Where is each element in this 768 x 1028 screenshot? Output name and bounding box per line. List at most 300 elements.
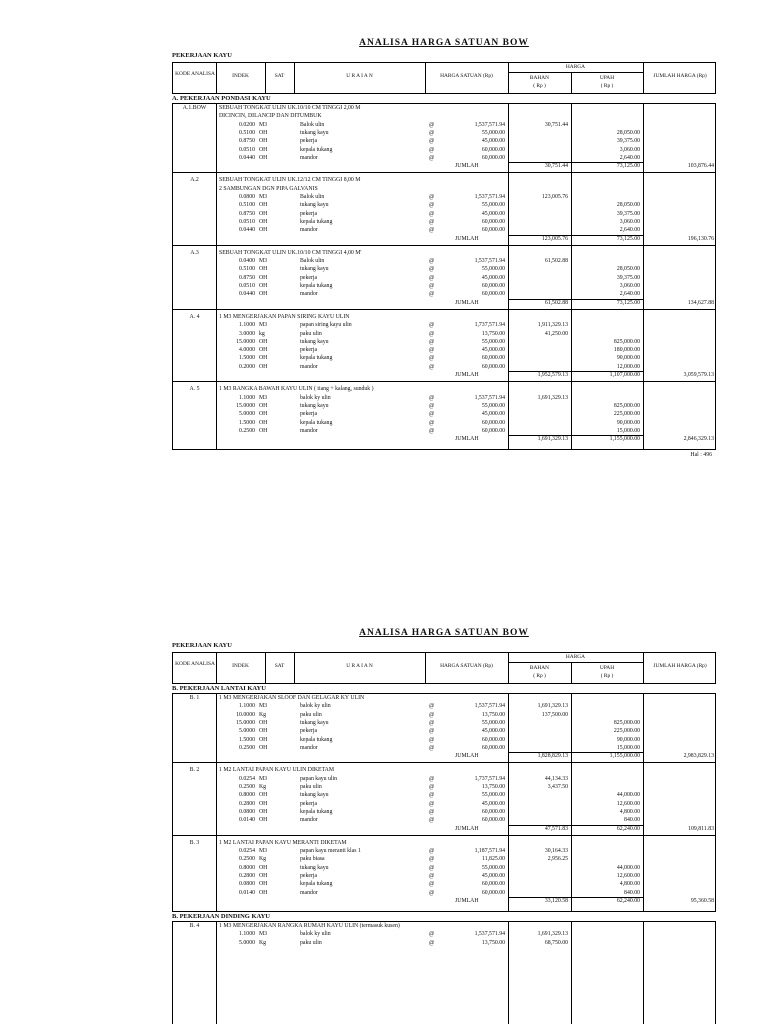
- row-unit-price: 55,000.00: [481, 719, 505, 726]
- analysis-table: [172, 693, 716, 912]
- row-item: mandor: [300, 363, 318, 370]
- row-index: 0.5100: [239, 202, 255, 209]
- section-heading: B. PEKERJAAN LANTAI KAYU: [172, 685, 266, 692]
- row-item: papan kayu meranti klas 1: [300, 848, 361, 855]
- row-upah: 90,000.00: [616, 736, 640, 743]
- total-upah: 62,240.00: [616, 897, 640, 904]
- total-bahan: 1,828,829.13: [537, 753, 568, 760]
- analysis-code: A.3: [190, 249, 199, 256]
- row-unit-price: 60,000.00: [481, 227, 505, 234]
- col-upah: UPAH: [599, 665, 615, 671]
- row-index: 1.5000: [239, 736, 255, 743]
- row-index: 0.0200: [239, 121, 255, 128]
- row-unit: OH: [259, 218, 268, 225]
- row-index: 1.5000: [239, 419, 255, 426]
- at-sign: @: [429, 402, 435, 409]
- row-unit: Kg: [259, 856, 267, 863]
- row-unit: OH: [259, 363, 268, 370]
- column-divider: [571, 922, 572, 1024]
- row-upah: 3,060.00: [619, 218, 640, 225]
- row-item: kepala tukang: [300, 218, 333, 225]
- row-bahan: 1,691,329.13: [537, 394, 568, 401]
- row-unit-price: 45,000.00: [481, 347, 505, 354]
- row-upah: 225,000.00: [613, 728, 640, 735]
- row-index: 1.5000: [239, 355, 255, 362]
- at-sign: @: [429, 736, 435, 743]
- row-item: paku ulin: [300, 784, 322, 790]
- page-subtitle: PEKERJAAN KAYU: [172, 52, 232, 59]
- row-item: pekerja: [300, 728, 318, 735]
- row-upah: 39,375.00: [616, 210, 640, 217]
- row-item: balok ky ulin: [300, 931, 331, 938]
- jumlah-label: JUMLAH: [455, 235, 479, 242]
- row-unit-price: 60,000.00: [481, 808, 505, 815]
- at-sign: @: [429, 138, 435, 145]
- row-index: 1.1000: [239, 703, 255, 710]
- total-bahan: 61,502.88: [544, 299, 568, 306]
- col-jumlah-harga: JUMLAH HARGA (Rp): [653, 663, 707, 669]
- row-upah: 90,000.00: [616, 355, 640, 362]
- analysis-code: B. 2: [189, 767, 200, 774]
- block-separator: [173, 309, 716, 310]
- row-unit-price: 60,000.00: [481, 744, 505, 751]
- row-index: 0.2800: [239, 800, 255, 807]
- row-item: papan siring kayu ulin: [300, 322, 352, 329]
- total-upah: 1,155,000.00: [609, 753, 640, 760]
- row-index: 0.2800: [239, 873, 255, 879]
- row-bahan: 1,691,329.13: [537, 703, 568, 710]
- col-harga: HARGA: [565, 64, 586, 70]
- total-upah: 1,107,000.00: [609, 372, 640, 378]
- row-upah: 3,060.00: [619, 146, 640, 153]
- at-sign: @: [429, 728, 435, 735]
- total-bahan: 1,952,579.13: [537, 372, 568, 378]
- row-item: balok ky ulin: [300, 394, 331, 401]
- row-item: paku biasa: [300, 856, 325, 863]
- jumlah-label: JUMLAH: [455, 897, 479, 904]
- row-index: 15.0000: [236, 402, 255, 409]
- row-unit: OH: [259, 864, 268, 871]
- row-upah: 4,800.00: [619, 881, 640, 888]
- row-unit-price: 60,000.00: [481, 817, 505, 824]
- row-item: mandor: [300, 889, 318, 896]
- row-index: 0.0254: [239, 848, 255, 855]
- row-unit: OH: [259, 283, 268, 289]
- row-item: pekerja: [300, 800, 318, 807]
- row-upah: 12,600.00: [616, 800, 640, 807]
- at-sign: @: [429, 194, 435, 200]
- analysis-code: A. 4: [189, 313, 200, 320]
- row-upah: 825,000.00: [613, 338, 640, 345]
- header-divider: [508, 662, 643, 663]
- jumlah-label: JUMLAH: [455, 436, 479, 443]
- row-index: 0.0254: [239, 775, 255, 782]
- analysis-code: B. 3: [189, 839, 200, 846]
- page-2: [172, 628, 716, 1028]
- block-separator: [173, 245, 716, 246]
- row-item: mandor: [300, 227, 318, 234]
- at-sign: @: [429, 711, 435, 718]
- row-unit: OH: [259, 291, 268, 298]
- row-unit: OH: [259, 138, 268, 145]
- row-upah: 28,050.00: [616, 202, 640, 209]
- jumlah-label: JUMLAH: [455, 299, 479, 306]
- analysis-table: [172, 103, 716, 450]
- row-index: 0.8000: [239, 792, 255, 799]
- row-item: paku ulin: [300, 711, 322, 718]
- row-unit-price: 60,000.00: [481, 355, 505, 362]
- total-bahan: 47,571.83: [544, 825, 568, 832]
- col-harga: HARGA: [565, 654, 586, 660]
- analysis-code: A.1.BOW: [182, 105, 207, 111]
- analysis-description: SEBUAH TONGKAT ULIN UK.10/10 CM TINGGI 2,00 M: [219, 105, 361, 111]
- at-sign: @: [429, 129, 435, 136]
- at-sign: @: [429, 394, 435, 401]
- row-index: 5.0000: [239, 411, 255, 418]
- page-title: ANALISA HARGA SATUAN BOW: [359, 628, 529, 638]
- row-unit-price: 1,737,571.94: [474, 775, 505, 782]
- row-unit-price: 55,000.00: [481, 129, 505, 136]
- row-bahan: 61,502.88: [544, 258, 568, 265]
- at-sign: @: [429, 363, 435, 370]
- row-index: 0.2500: [239, 856, 255, 863]
- row-unit-price: 60,000.00: [481, 427, 505, 434]
- analysis-description: SEBUAH TONGKAT ULIN UK.12/12 CM TINGGI 8,00 M: [219, 177, 361, 184]
- at-sign: @: [429, 330, 435, 337]
- row-item: tukang kayu: [300, 719, 329, 726]
- row-unit: OH: [259, 274, 268, 281]
- row-index: 0.5100: [239, 266, 255, 273]
- row-bahan: 1,911,329.13: [537, 322, 568, 329]
- row-index: 3.0000: [239, 330, 255, 337]
- at-sign: @: [429, 931, 435, 938]
- at-sign: @: [429, 808, 435, 815]
- row-index: 0.0140: [239, 889, 255, 896]
- row-bahan: 30,164.33: [544, 848, 568, 855]
- row-index: 4.0000: [239, 347, 255, 354]
- row-bahan: 3,437.50: [547, 784, 568, 790]
- row-index: 0.2000: [239, 363, 255, 370]
- column-divider: [643, 922, 644, 1024]
- table-header: [172, 62, 716, 94]
- total-jumlah: 2,846,329.13: [683, 436, 714, 443]
- jumlah-label: JUMLAH: [455, 372, 479, 378]
- row-unit-price: 1,537,571.94: [474, 194, 505, 200]
- at-sign: @: [429, 817, 435, 824]
- at-sign: @: [429, 291, 435, 298]
- row-unit-price: 60,000.00: [481, 283, 505, 289]
- page-title: ANALISA HARGA SATUAN BOW: [359, 38, 529, 48]
- at-sign: @: [429, 873, 435, 879]
- at-sign: @: [429, 744, 435, 751]
- total-jumlah: 95,360.58: [690, 897, 714, 904]
- row-item: kepala tukang: [300, 419, 333, 426]
- row-item: tukang kayu: [300, 792, 329, 799]
- total-jumlah: 196,130.76: [687, 235, 714, 242]
- row-unit-price: 45,000.00: [481, 138, 505, 145]
- analysis-description: 1 M2 LANTAI PAPAN KAYU ULIN DIKETAM: [219, 767, 335, 774]
- page-number: Hal : 496: [690, 452, 712, 459]
- row-index: 0.0440: [239, 227, 255, 234]
- jumlah-label: JUMLAH: [455, 753, 479, 760]
- row-item: pekerja: [300, 411, 318, 418]
- row-unit: M3: [259, 775, 268, 782]
- row-item: papan kayu ulin: [300, 775, 338, 782]
- at-sign: @: [429, 856, 435, 863]
- row-unit: kg: [259, 330, 265, 337]
- total-upah: 73,125.00: [616, 163, 640, 170]
- row-upah: 39,375.00: [616, 138, 640, 145]
- row-unit: OH: [259, 202, 268, 209]
- analysis-description: 1 M2 LANTAI PAPAN KAYU MERANTI DIKETAM: [219, 839, 347, 846]
- row-item: kepala tukang: [300, 283, 333, 289]
- col-index: INDEK: [232, 663, 249, 669]
- row-unit: OH: [259, 792, 268, 799]
- row-upah: 12,000.00: [616, 363, 640, 370]
- row-bahan: 41,250.00: [544, 330, 568, 337]
- total-jumlah: 2,983,829.13: [683, 753, 714, 760]
- row-bahan: 2,956.25: [547, 856, 568, 863]
- analysis-table: [172, 921, 716, 1024]
- column-divider: [508, 694, 509, 911]
- row-upah: 825,000.00: [613, 719, 640, 726]
- row-index: 0.0510: [239, 146, 255, 153]
- col-uraian: U R A I A N: [346, 73, 373, 79]
- row-unit: OH: [259, 355, 268, 362]
- row-index: 0.0440: [239, 291, 255, 298]
- total-jumlah: 3,059,579.13: [683, 372, 714, 378]
- total-bahan: 33,120.58: [544, 897, 568, 904]
- at-sign: @: [429, 210, 435, 217]
- page-subtitle: PEKERJAAN KAYU: [172, 642, 232, 649]
- row-item: tukang kayu: [300, 129, 329, 136]
- row-bahan: 137,500.00: [541, 711, 568, 718]
- at-sign: @: [429, 784, 435, 790]
- col-harga-satuan: HARGA SATUAN (Rp): [440, 663, 493, 669]
- total-jumlah: 134,627.88: [687, 299, 714, 306]
- total-bahan: 123,005.76: [541, 235, 568, 242]
- col-jumlah-harga: JUMLAH HARGA (Rp): [653, 73, 707, 79]
- row-index: 0.0440: [239, 154, 255, 161]
- row-unit-price: 60,000.00: [481, 881, 505, 888]
- row-index: 0.5100: [239, 129, 255, 136]
- col-bahan: BAHAN: [529, 75, 550, 81]
- row-index: 1.1000: [239, 322, 255, 329]
- row-upah: 28,050.00: [616, 266, 640, 273]
- row-upah: 39,375.00: [616, 274, 640, 281]
- at-sign: @: [429, 146, 435, 153]
- at-sign: @: [429, 322, 435, 329]
- at-sign: @: [429, 355, 435, 362]
- row-index: 15.0000: [236, 338, 255, 345]
- row-item: paku ulin: [300, 939, 322, 946]
- row-item: kepala tukang: [300, 146, 333, 153]
- row-unit: OH: [259, 129, 268, 136]
- at-sign: @: [429, 347, 435, 354]
- row-index: 5.0000: [239, 939, 255, 946]
- col-index: INDEK: [232, 73, 249, 79]
- row-item: mandor: [300, 744, 318, 751]
- row-upah: 225,000.00: [613, 411, 640, 418]
- row-item: kepala tukang: [300, 808, 333, 815]
- row-upah: 90,000.00: [616, 419, 640, 426]
- row-item: tukang kayu: [300, 402, 329, 409]
- row-unit: OH: [259, 146, 268, 153]
- at-sign: @: [429, 719, 435, 726]
- analysis-description: 1 M3 MENGERJAKAN SLOOF DAN GELAGAR KY ULIN: [219, 695, 365, 701]
- row-unit: OH: [259, 817, 268, 824]
- jumlah-label: JUMLAH: [455, 163, 479, 170]
- col-bahan: BAHAN: [529, 665, 550, 671]
- row-item: mandor: [300, 427, 318, 434]
- at-sign: @: [429, 218, 435, 225]
- row-index: 0.0140: [239, 817, 255, 824]
- row-item: kepala tukang: [300, 881, 333, 888]
- at-sign: @: [429, 258, 435, 265]
- row-unit-price: 45,000.00: [481, 873, 505, 879]
- row-index: 0.0510: [239, 218, 255, 225]
- row-unit-price: 1,537,571.94: [474, 394, 505, 401]
- analysis-description: 1 M3 RANGKA BAWAH KAYU ULIN ( tiang + kalang, sunduk ): [219, 386, 374, 393]
- row-item: Balok ulin: [300, 258, 325, 265]
- row-index: 10.0000: [236, 711, 255, 718]
- at-sign: @: [429, 881, 435, 888]
- row-unit-price: 1,737,571.94: [474, 322, 505, 329]
- row-unit-price: 55,000.00: [481, 864, 505, 871]
- row-item: kepala tukang: [300, 355, 333, 362]
- at-sign: @: [429, 427, 435, 434]
- total-jumlah: 103,876.44: [687, 163, 714, 170]
- at-sign: @: [429, 864, 435, 871]
- row-item: paku ulin: [300, 330, 322, 337]
- row-unit-price: 55,000.00: [481, 792, 505, 799]
- row-item: mandor: [300, 291, 318, 298]
- col-sat: SAT: [274, 73, 285, 79]
- row-unit-price: 1,537,571.94: [474, 931, 505, 938]
- row-unit-price: 55,000.00: [481, 402, 505, 409]
- row-unit-price: 60,000.00: [481, 146, 505, 153]
- row-item: pekerja: [300, 873, 318, 879]
- total-upah: 62,240.00: [616, 825, 640, 832]
- row-item: tukang kayu: [300, 202, 329, 209]
- row-unit: Kg: [259, 711, 267, 718]
- total-upah: 73,125.00: [616, 235, 640, 242]
- row-unit-price: 45,000.00: [481, 210, 505, 217]
- row-index: 0.2500: [239, 744, 255, 751]
- analysis-description: 1 M3 MENGERJAKAN RANGKA RUMAH KAYU ULIN (termasuk kusen): [219, 923, 400, 930]
- row-unit-price: 13,750.00: [481, 330, 505, 337]
- jumlah-label: JUMLAH: [455, 825, 479, 832]
- row-item: kepala tukang: [300, 736, 333, 743]
- col-upah: UPAH: [599, 75, 615, 81]
- row-index: 0.8750: [239, 210, 255, 217]
- section-heading: A. PEKERJAAN PONDASI KAYU: [172, 95, 271, 102]
- row-upah: 15,000.00: [616, 744, 640, 751]
- row-upah: 44,000.00: [616, 792, 640, 799]
- row-unit-price: 60,000.00: [481, 291, 505, 298]
- analysis-code: B. 1: [189, 695, 200, 701]
- row-upah: 4,800.00: [619, 808, 640, 815]
- page-1: [172, 38, 716, 578]
- row-index: 0.0800: [239, 808, 255, 815]
- row-upah: 180,000.00: [613, 347, 640, 354]
- col-harga-satuan: HARGA SATUAN (Rp): [440, 73, 493, 79]
- row-upah: 2,640.00: [619, 227, 640, 234]
- row-item: mandor: [300, 154, 318, 161]
- block-separator: [173, 835, 716, 836]
- row-upah: 840.00: [624, 817, 640, 824]
- row-bahan: 30,751.44: [544, 121, 568, 128]
- row-unit: OH: [259, 338, 268, 345]
- row-bahan: 44,134.33: [544, 775, 568, 782]
- at-sign: @: [429, 792, 435, 799]
- row-unit-price: 13,750.00: [481, 939, 505, 946]
- total-upah: 73,125.00: [616, 299, 640, 306]
- row-upah: 44,000.00: [616, 864, 640, 871]
- row-unit: OH: [259, 719, 268, 726]
- header-divider: [508, 72, 643, 73]
- at-sign: @: [429, 775, 435, 782]
- row-item: tukang kayu: [300, 864, 329, 871]
- row-unit: OH: [259, 227, 268, 234]
- row-upah: 12,600.00: [616, 873, 640, 879]
- analysis-code: A. 5: [189, 386, 200, 393]
- at-sign: @: [429, 121, 435, 128]
- total-jumlah: 109,811.83: [688, 825, 714, 832]
- at-sign: @: [429, 202, 435, 209]
- row-unit: M3: [259, 931, 268, 938]
- at-sign: @: [429, 419, 435, 426]
- row-unit: M3: [259, 848, 268, 855]
- row-unit: M3: [259, 394, 268, 401]
- row-unit-price: 60,000.00: [481, 889, 505, 896]
- row-index: 0.8750: [239, 274, 255, 281]
- row-unit-price: 60,000.00: [481, 419, 505, 426]
- row-unit: Kg: [259, 784, 267, 790]
- row-item: pekerja: [300, 138, 318, 145]
- row-unit: OH: [259, 347, 268, 354]
- analysis-description: 1 M3 MENGERJAKAN PAPAN SIRING KAYU ULIN: [219, 313, 350, 320]
- row-bahan: 1,691,329.13: [537, 931, 568, 938]
- row-index: 0.0800: [239, 194, 255, 200]
- row-index: 15.0000: [236, 719, 255, 726]
- total-bahan: 30,751.44: [544, 163, 568, 170]
- analysis-code: A.2: [190, 177, 199, 184]
- row-unit: OH: [259, 736, 268, 743]
- at-sign: @: [429, 800, 435, 807]
- row-item: pekerja: [300, 210, 318, 217]
- row-item: Balok ulin: [300, 194, 325, 200]
- row-unit-price: 11,825.00: [482, 856, 505, 863]
- row-unit: OH: [259, 266, 268, 273]
- row-unit: OH: [259, 800, 268, 807]
- row-unit-price: 60,000.00: [481, 218, 505, 225]
- row-unit-price: 1,537,571.94: [474, 258, 505, 265]
- at-sign: @: [429, 889, 435, 896]
- row-unit: OH: [259, 873, 268, 879]
- row-index: 0.0400: [239, 258, 255, 265]
- table-header: [172, 652, 716, 684]
- row-index: 1.1000: [239, 394, 255, 401]
- col-kode: KODE ANALISA: [175, 71, 215, 77]
- at-sign: @: [429, 848, 435, 855]
- at-sign: @: [429, 154, 435, 161]
- col-uraian: U R A I A N: [346, 663, 373, 669]
- row-unit-price: 1,187,571.94: [474, 848, 505, 855]
- row-unit: OH: [259, 419, 268, 426]
- row-unit: M3: [259, 322, 268, 329]
- row-unit: OH: [259, 402, 268, 409]
